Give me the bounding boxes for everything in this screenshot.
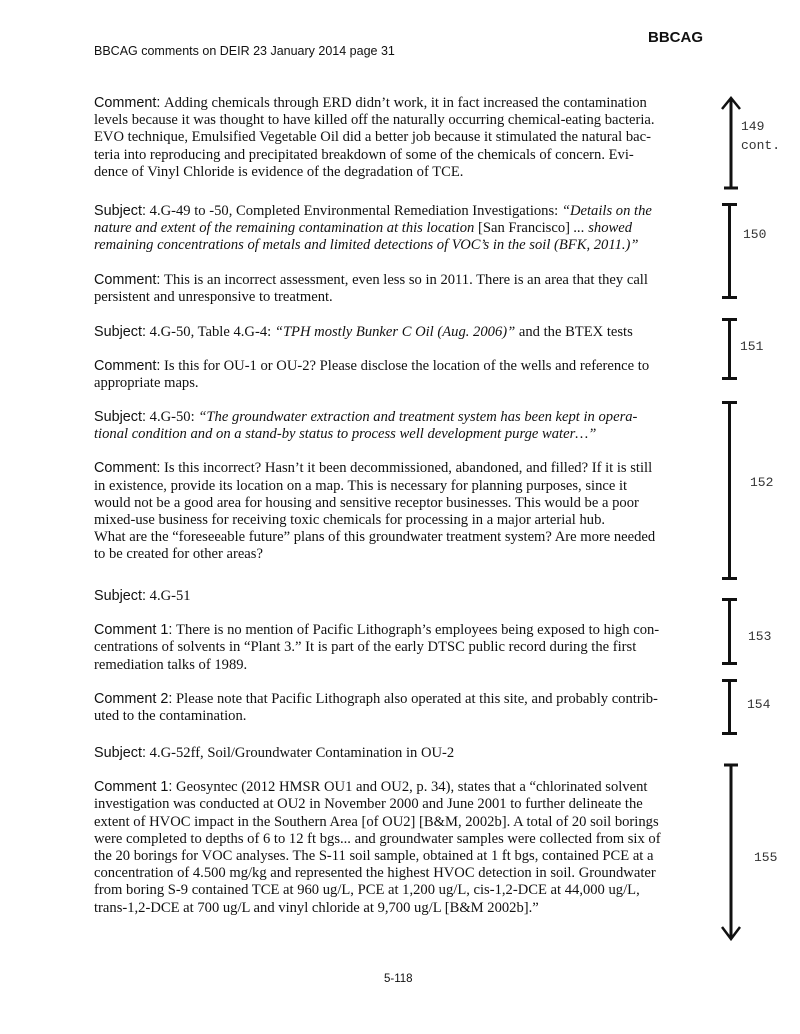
subject-quote: “The groundwater extraction and treatment system has been kept in opera- xyxy=(198,409,638,425)
comment-1-label: Comment 1: xyxy=(94,622,173,639)
comment-line: Is this for OU-1 or OU-2? Please disclose the location of the wells and reference to xyxy=(164,358,650,375)
subject-label: Subject: xyxy=(94,409,146,425)
arrow-up-icon xyxy=(719,96,743,190)
bracket-152 xyxy=(719,401,739,580)
subject-text: and the BTEX tests xyxy=(515,324,633,340)
marker-number-155: 155 xyxy=(754,850,778,865)
subject-text: 4.G-49 to -50, Completed Environmental Remediation Investigations: xyxy=(149,203,562,219)
page-number: 5-118 xyxy=(384,973,413,985)
bracket-150 xyxy=(719,203,739,299)
comment-label: Comment: xyxy=(94,460,161,477)
comment-line: appropriate maps. xyxy=(94,375,199,392)
comment-line: mixed-use business for receiving toxic chemicals for processing in a major arterial hub. xyxy=(94,512,606,529)
subject-quote: ... showed xyxy=(573,220,633,237)
comment-label: Comment: xyxy=(94,95,161,111)
comment-line: teria into reproducing and precipitated breakdown of some of the chemicals of concern. Evi- xyxy=(94,146,634,163)
comment-line: trans-1,2-DCE at 700 ug/L and vinyl chloride at 9,700 ug/L [B&M 2002b].” xyxy=(94,899,539,916)
comment-label: Comment: xyxy=(94,271,161,288)
subject-quote: “Details on the xyxy=(561,203,652,219)
comment-line: would not be a good area for housing and sensitive receptor businesses. This would be a poor xyxy=(94,494,639,511)
subject-quote: tional condition and on a stand-by status to process well development purge water…” xyxy=(94,426,597,443)
comment-line: persistent and unresponsive to treatment. xyxy=(94,288,333,305)
subject-quote: “TPH mostly Bunker C Oil (Aug. 2006)” xyxy=(274,324,516,340)
comment-line: from boring S-9 contained TCE at 960 ug/L, PCE at 1,200 ug/L, cis-1,2-DCE at 44,000 ug/L, xyxy=(94,882,640,899)
subject-label: Subject: xyxy=(94,588,146,604)
subject-insertion: [San Francisco] xyxy=(474,220,574,237)
arrow-down-icon xyxy=(719,763,743,943)
comment-entry-150 xyxy=(94,203,706,306)
comment-line: levels because it was thought to have killed off the naturally occurring chemical-eating bacteria. xyxy=(94,112,655,129)
bracket-154 xyxy=(719,679,739,735)
bracket-151 xyxy=(719,318,739,380)
comment-line: This is an incorrect assessment, even less so in 2011. There is an area that they call xyxy=(164,271,648,288)
comment-line: centrations of solvents in “Plant 3.” It is part of the early DTSC public record during the first xyxy=(94,639,637,656)
comment-line: There is no mention of Pacific Lithograph’s employees being exposed to high con- xyxy=(176,622,660,639)
marker-number-153: 153 xyxy=(748,629,772,644)
comment-line: uted to the contamination. xyxy=(94,708,247,725)
comment-1-label: Comment 1: xyxy=(94,779,173,796)
marker-number-154: 154 xyxy=(747,697,771,712)
comment-entry-149 xyxy=(94,95,706,181)
comment-label: Comment: xyxy=(94,358,161,375)
organization-brand: BBCAG xyxy=(648,29,703,46)
comment-line: EVO technique, Emulsified Vegetable Oil did a better job because it stimulated the natural bac- xyxy=(94,129,651,146)
subject-label: Subject: xyxy=(94,745,146,761)
comment-2-label: Comment 2: xyxy=(94,690,173,707)
subject-label: Subject: xyxy=(94,203,146,219)
marker-note-cont: cont. xyxy=(741,138,781,153)
subject-text: 4.G-50: xyxy=(149,409,199,425)
marker-number-150: 150 xyxy=(743,227,767,242)
subject-quote: nature and extent of the remaining contamination at this location xyxy=(94,220,475,237)
comment-line: were completed to depths of 6 to 12 ft bgs... and groundwater samples were collected from six of xyxy=(94,830,661,847)
comment-entry-155 xyxy=(94,745,706,917)
bracket-153 xyxy=(719,598,739,665)
comment-line: remediation talks of 1989. xyxy=(94,656,248,673)
subject-label: Subject: xyxy=(94,324,146,340)
comment-line: extent of HVOC impact in the Southern Area [of OU2] [B&M, 2002b]. A total of 20 soil borings xyxy=(94,813,659,830)
subject-quote: remaining concentrations of metals and limited detections of VOC’s in the soil (BFK, 2011.)” xyxy=(94,237,639,254)
comment-line: concentration of 4.500 mg/kg and represented the highest HVOC detection in soil. Groundwater xyxy=(94,865,656,882)
subject-text: 4.G-51 xyxy=(149,588,191,604)
comment-line: in existence, provide its location on a map. This is necessary for planning purposes, since it xyxy=(94,477,628,494)
comment-entry-153-154 xyxy=(94,588,706,725)
comment-line: dence of Vinyl Chloride is evidence of the degradation of TCE. xyxy=(94,163,464,180)
comment-line: Geosyntec (2012 HMSR OU1 and OU2, p. 34), states that a “chlorinated solvent xyxy=(176,779,648,796)
marker-number-151: 151 xyxy=(740,339,764,354)
comment-line: Is this incorrect? Hasn’t it been decommissioned, abandoned, and filled? If it is still xyxy=(164,460,653,477)
comment-entry-152 xyxy=(94,409,706,564)
comment-line: to be created for other areas? xyxy=(94,546,263,563)
subject-text: 4.G-52ff, Soil/Groundwater Contamination in OU-2 xyxy=(149,745,455,761)
marker-number-152: 152 xyxy=(750,475,774,490)
comment-line: the 20 borings for VOC analyses. The S-11 soil sample, obtained at 1 ft bgs, contained PCE at a xyxy=(94,848,654,865)
running-header: BBCAG comments on DEIR 23 January 2014 page 31 xyxy=(94,44,395,58)
marker-number-149: 149 xyxy=(741,119,765,134)
comment-line: Adding chemicals through ERD didn’t work, it in fact increased the contamination xyxy=(164,95,647,111)
comment-line: Please note that Pacific Lithograph also operated at this site, and probably contrib- xyxy=(176,690,658,707)
comment-line: What are the “foreseeable future” plans of this groundwater treatment system? Are more needed xyxy=(94,529,656,546)
comment-line: investigation was conducted at OU2 in November 2000 and June 2001 to further delineate the xyxy=(94,796,643,813)
comment-entry-151 xyxy=(94,324,706,393)
subject-text: 4.G-50, Table 4.G-4: xyxy=(149,324,275,340)
